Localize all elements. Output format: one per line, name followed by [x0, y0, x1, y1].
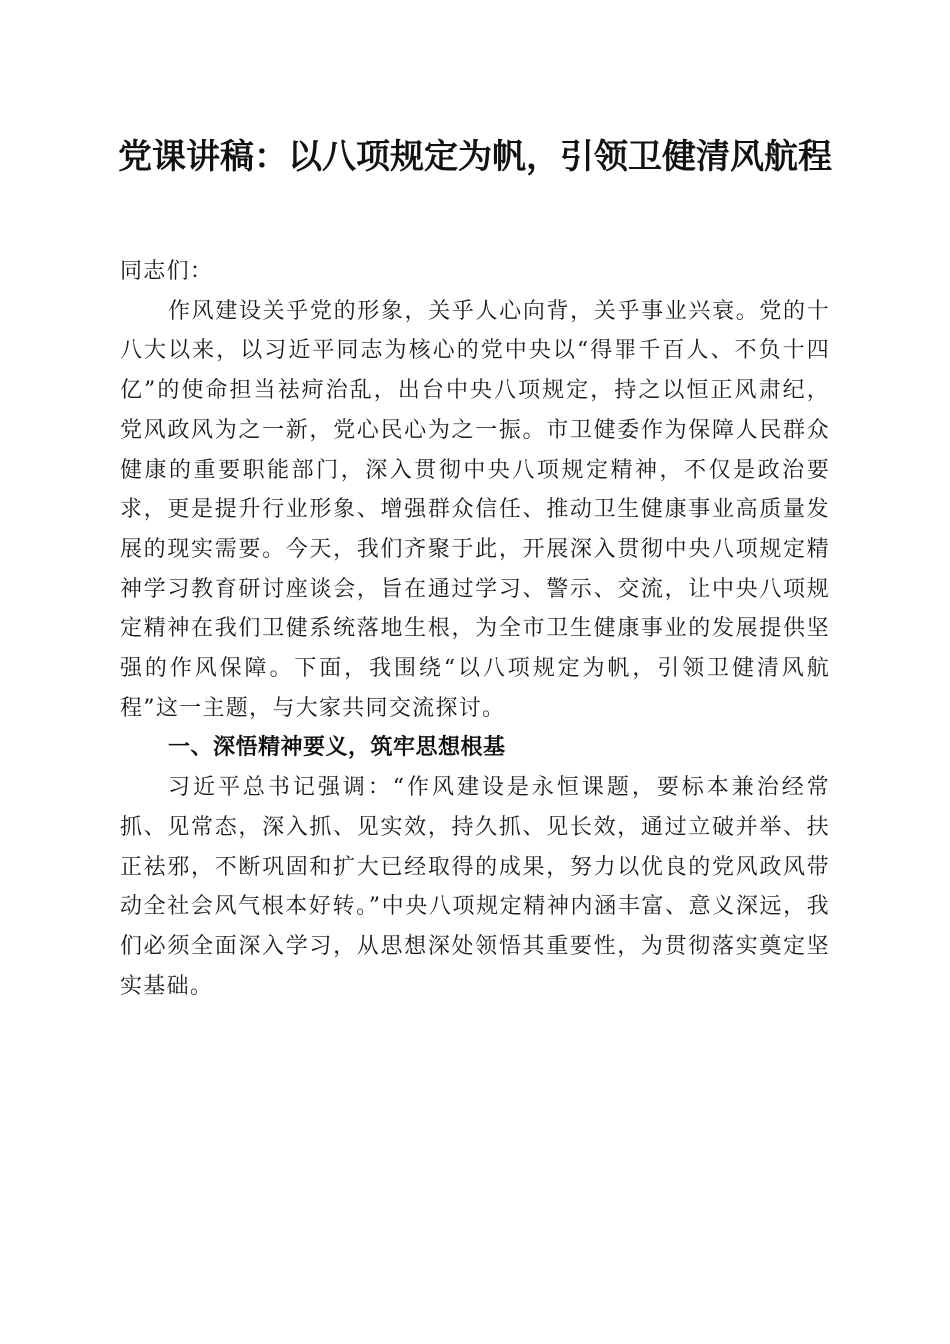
intro-paragraph: 作风建设关乎党的形象，关乎人心向背，关乎事业兴衰。党的十八大以来，以习近平同志为核心的党中央以“得罪千百人、不负十四亿”的使命担当祛疴治乱，出台中央八项规定，持之以恒正风肃纪，党风政风为之一新，党心民心为之一振。市卫健委作为保障人民群众健康的重要职能部门，深入贯彻中央八项规定精神，不仅是政治要求，更是提升行业形象、增强群众信任、推动卫生健康事业高质量发展的现实需要。今天，我们齐聚于此，开展深入贯彻中央八项规定精神学习教育研讨座谈会，旨在通过学习、警示、交流，让中央八项规定精神在我们卫健系统落地生根，为全市卫生健康事业的发展提供坚强的作风保障。下面，我围绕“以八项规定为帆，引领卫健清风航程”这一主题，与大家共同交流探讨。	[120, 298, 830, 721]
document-body	[120, 252, 830, 1006]
document-title: 党课讲稿：以八项规定为帆，引领卫健清风航程	[118, 137, 832, 177]
salutation: 同志们：	[120, 259, 214, 284]
section-paragraph: 习近平总书记强调：“作风建设是永恒课题，要标本兼治经常抓、见常态，深入抓、见实效，持久抓、见长效，通过立破并举、扶正祛邪，不断巩固和扩大已经取得的成果，努力以优良的党风政风带动全社会风气根本好转。”中央八项规定精神内涵丰富、意义深远，我们必须全面深入学习，从思想深处领悟其重要性，为贯彻落实奠定坚实基础。	[120, 775, 830, 999]
section-heading: 一、深悟精神要义，筑牢思想根基	[168, 735, 506, 761]
